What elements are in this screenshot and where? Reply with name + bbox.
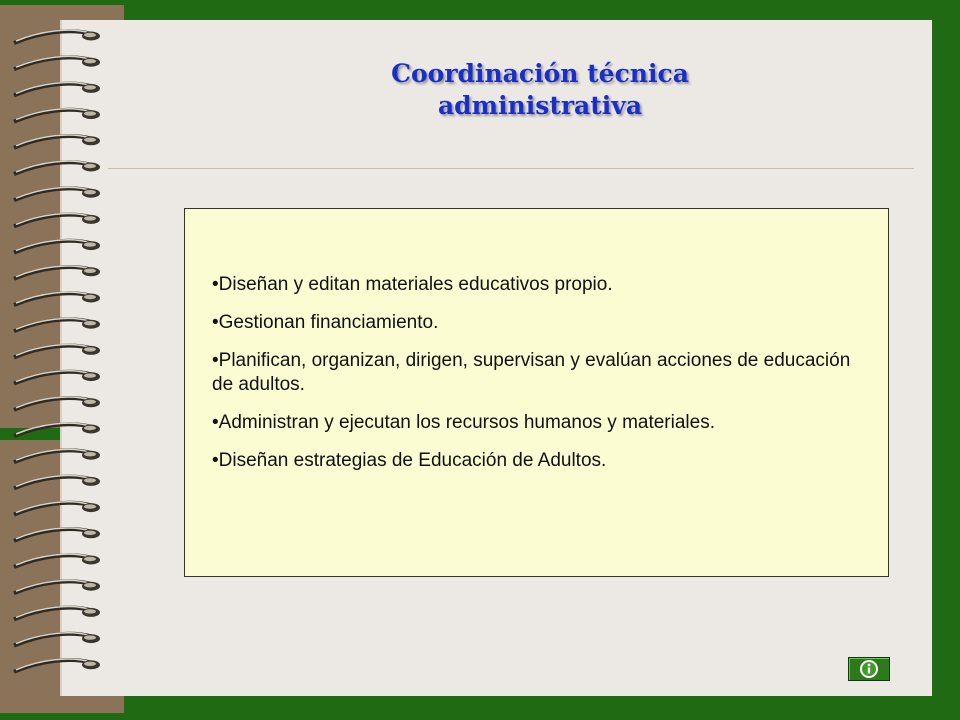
spiral-coil bbox=[14, 318, 100, 331]
bullet-dot: • bbox=[212, 312, 219, 333]
spiral-coil bbox=[14, 449, 100, 462]
bullet-text: Planifican, organizan, dirigen, supervisan y evalúan acciones de educación de adultos. bbox=[212, 350, 851, 395]
bullet-text: Diseñan estrategias de Educación de Adultos. bbox=[218, 450, 607, 471]
spiral-coil bbox=[14, 633, 100, 646]
spiral-coil bbox=[14, 83, 100, 96]
content-box bbox=[184, 208, 889, 577]
spiral-coil bbox=[14, 240, 100, 253]
spiral-coil bbox=[14, 371, 100, 384]
slide-title bbox=[200, 58, 880, 122]
bullet-text: Administran y ejecutan los recursos humanos y materiales. bbox=[218, 412, 715, 433]
info-icon bbox=[858, 659, 880, 679]
bullet-dot: • bbox=[212, 412, 219, 433]
spiral-binding-icon bbox=[0, 22, 110, 694]
info-button[interactable] bbox=[848, 657, 890, 681]
list-item bbox=[212, 449, 872, 473]
spiral-coil bbox=[14, 56, 100, 69]
bullet-dot: • bbox=[212, 350, 219, 371]
list-item bbox=[212, 311, 872, 335]
bullet-text: Diseñan y editan materiales educativos propio. bbox=[218, 274, 613, 295]
spiral-coil bbox=[14, 502, 100, 515]
spiral-coil bbox=[14, 397, 100, 410]
spiral-coil bbox=[14, 345, 100, 358]
spiral-coil bbox=[14, 135, 100, 148]
title-divider bbox=[108, 168, 914, 169]
spiral-coil bbox=[14, 214, 100, 227]
spiral-coil bbox=[14, 109, 100, 122]
list-item bbox=[212, 349, 872, 397]
spiral-coil bbox=[14, 476, 100, 489]
list-item bbox=[212, 411, 872, 435]
spiral-coil bbox=[14, 659, 100, 672]
spiral-coil bbox=[14, 161, 100, 174]
bullet-list bbox=[212, 273, 872, 487]
list-item bbox=[212, 273, 872, 297]
title-line-1: Coordinación técnica bbox=[391, 59, 689, 88]
bullet-text: Gestionan financiamiento. bbox=[218, 312, 439, 333]
spiral-coil bbox=[14, 607, 100, 620]
spiral-coil bbox=[14, 528, 100, 541]
spiral-coil bbox=[14, 423, 100, 436]
spiral-coil bbox=[14, 266, 100, 279]
spiral-coil bbox=[14, 187, 100, 200]
title-line-2: administrativa bbox=[437, 91, 643, 120]
spiral-coil bbox=[14, 30, 100, 43]
spiral-coil bbox=[14, 554, 100, 567]
bullet-dot: • bbox=[212, 274, 219, 295]
spiral-coil bbox=[14, 580, 100, 593]
bullet-dot: • bbox=[212, 450, 219, 471]
spiral-coil bbox=[14, 292, 100, 305]
